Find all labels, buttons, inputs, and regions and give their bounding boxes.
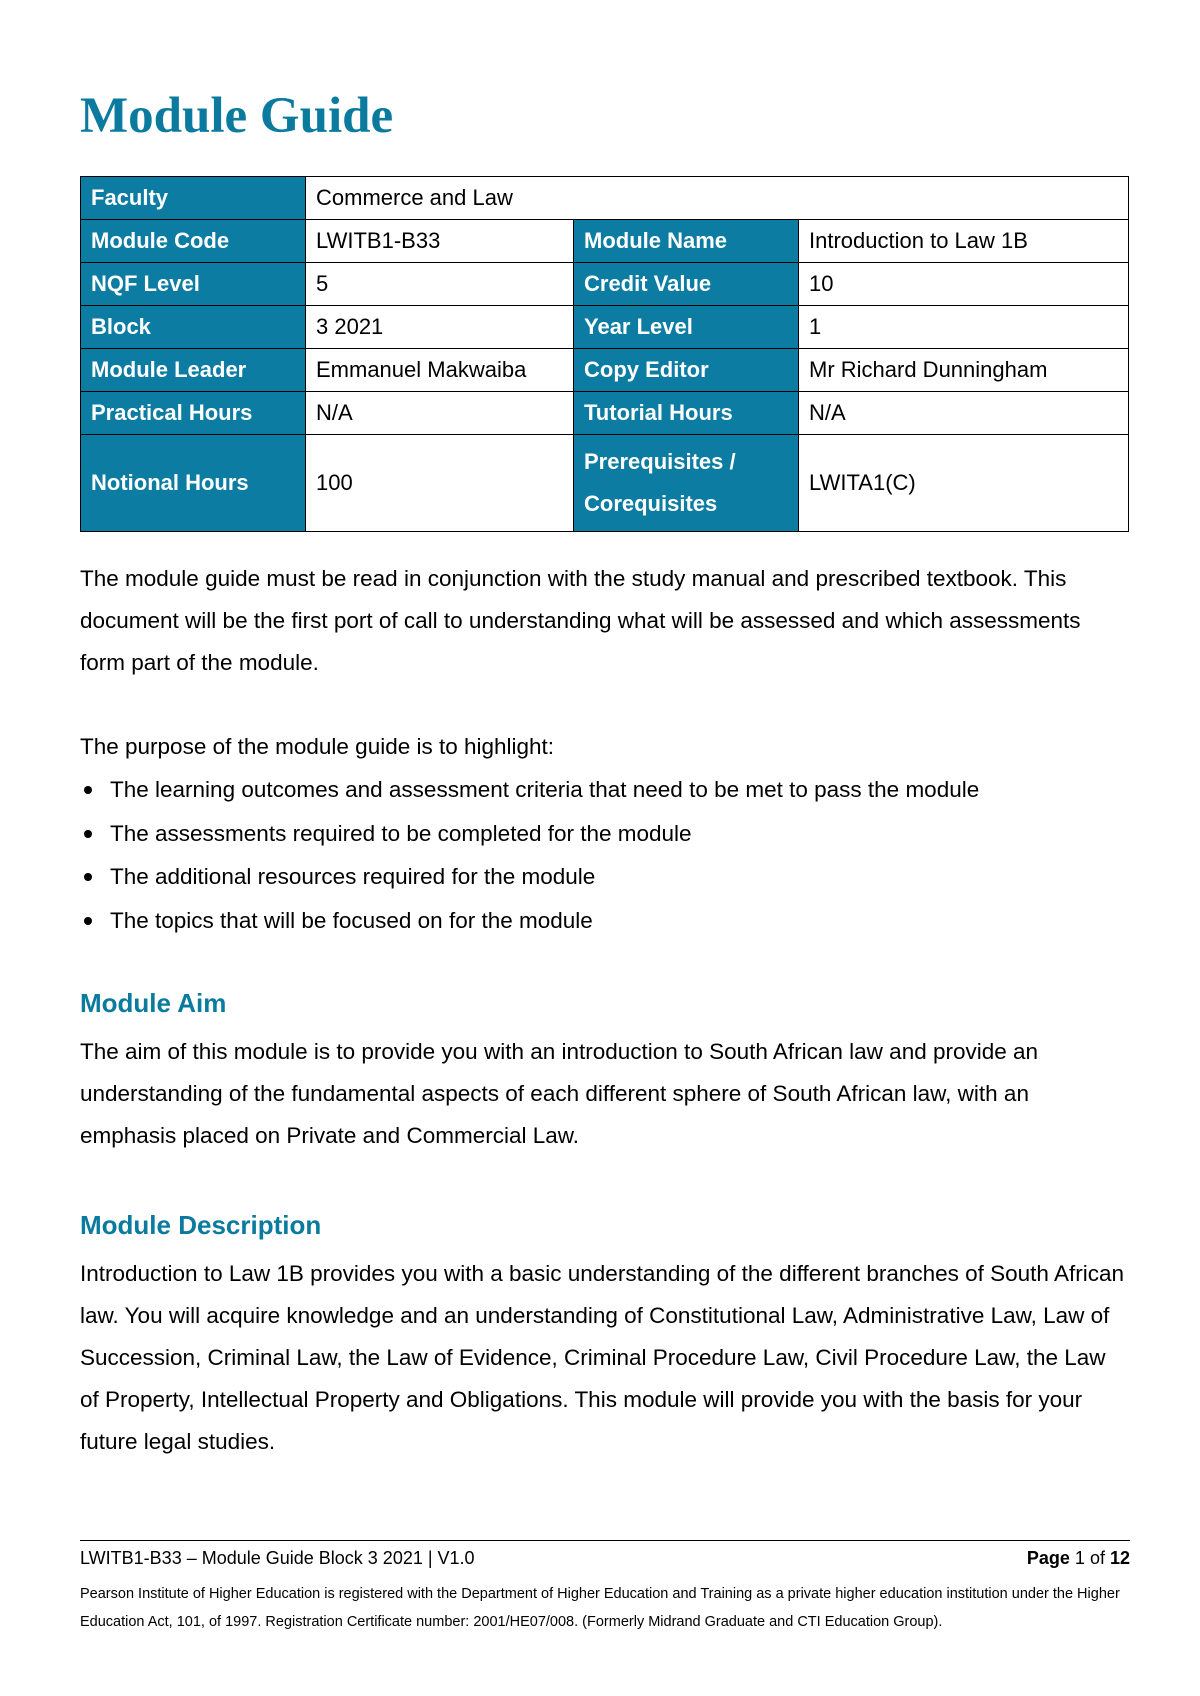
footer-registration-note: Pearson Institute of Higher Education is registered with the Department of Higher Education and Training as a private higher education institution under the Higher Education Act, 101, of 1997. Registration Certificate number: 2001/HE07/008. (Formerly Midrand Graduate and CTI Education Group).: [80, 1586, 1120, 1630]
table-row: [81, 306, 1129, 349]
module-leader-label: Module Leader: [81, 349, 306, 392]
purpose-paragraph: The purpose of the module guide is to highlight:: [80, 734, 555, 759]
practical-hours-value: N/A: [306, 392, 574, 435]
page-current: 1: [1074, 1548, 1085, 1568]
page-total: 12: [1109, 1548, 1130, 1568]
module-description-heading: Module Description: [80, 1210, 322, 1240]
page-of-word: of: [1089, 1548, 1105, 1568]
prerequisites-label-line-2: Corequisites: [584, 491, 718, 516]
faculty-label: Faculty: [81, 177, 306, 220]
module-aim-heading: Module Aim: [80, 988, 227, 1018]
intro-paragraph: The module guide must be read in conjunction with the study manual and prescribed textbook. This document will be the first port of call to understanding what will be assessed and which assessments form part of the module.: [80, 566, 1081, 675]
module-name-label: Module Name: [574, 220, 799, 263]
footer-divider: [80, 1540, 1130, 1541]
page-word: Page: [1026, 1548, 1070, 1568]
credit-value-value: 10: [799, 263, 1129, 306]
module-description-text: Introduction to Law 1B provides you with a basic understanding of the different branches of South African law. You will acquire knowledge and an understanding of Constitutional Law, Administrative Law, Law of Succession, Criminal Law, the Law of Evidence, Criminal Procedure Law, Civil Procedure Law, the Law of Property, Intellectual Property and Obligations. This module will provide you with the basis for your future legal studies.: [80, 1261, 1124, 1454]
footer: [80, 1544, 1130, 1572]
year-level-value: 1: [799, 306, 1129, 349]
nqf-level-value: 5: [306, 263, 574, 306]
list-item: [80, 768, 1130, 812]
block-value: 3 2021: [306, 306, 574, 349]
module-info-table: [80, 176, 1129, 532]
copy-editor-value: Mr Richard Dunningham: [799, 349, 1129, 392]
prerequisites-label-line-1: Prerequisites /: [584, 449, 736, 474]
table-row: [81, 349, 1129, 392]
bullet-icon: [84, 917, 92, 925]
tutorial-hours-value: N/A: [799, 392, 1129, 435]
notional-hours-label: Notional Hours: [81, 435, 306, 532]
page-title: Module Guide: [80, 88, 394, 144]
list-item: [80, 899, 1130, 943]
practical-hours-label: Practical Hours: [81, 392, 306, 435]
list-item-text: The learning outcomes and assessment criteria that need to be met to pass the module: [110, 777, 980, 802]
bullet-icon: [84, 873, 92, 881]
year-level-label: Year Level: [574, 306, 799, 349]
module-code-value: LWITB1-B33: [306, 220, 574, 263]
tutorial-hours-label: Tutorial Hours: [574, 392, 799, 435]
notional-hours-value: 100: [306, 435, 574, 532]
table-row: [81, 435, 1129, 532]
block-label: Block: [81, 306, 306, 349]
credit-value-label: Credit Value: [574, 263, 799, 306]
prerequisites-label: [574, 435, 799, 532]
nqf-level-label: NQF Level: [81, 263, 306, 306]
table-row: [81, 220, 1129, 263]
list-item-text: The additional resources required for the module: [110, 864, 596, 889]
prerequisites-value: LWITA1(C): [799, 435, 1129, 532]
copy-editor-label: Copy Editor: [574, 349, 799, 392]
faculty-value: Commerce and Law: [306, 177, 1129, 220]
purpose-list: [80, 768, 1130, 942]
table-row: [81, 392, 1129, 435]
bullet-icon: [84, 786, 92, 794]
list-item-text: The topics that will be focused on for the module: [110, 907, 593, 933]
table-row: [81, 177, 1129, 220]
module-code-label: Module Code: [81, 220, 306, 263]
footer-document-ref: LWITB1-B33 – Module Guide Block 3 2021 | V1.0: [80, 1548, 475, 1568]
module-leader-value: Emmanuel Makwaiba: [306, 349, 574, 392]
module-name-value: Introduction to Law 1B: [799, 220, 1129, 263]
list-item-text: The assessments required to be completed for the module: [110, 820, 692, 846]
module-aim-text: The aim of this module is to provide you with an introduction to South African law and provide an understanding of the fundamental aspects of each different sphere of South African law, with an emphasis placed on Private and Commercial Law.: [80, 1039, 1039, 1148]
table-row: [81, 263, 1129, 306]
page-number: [1027, 1544, 1130, 1572]
list-item: [80, 855, 1130, 899]
bullet-icon: [84, 830, 92, 838]
list-item: [80, 812, 1130, 856]
